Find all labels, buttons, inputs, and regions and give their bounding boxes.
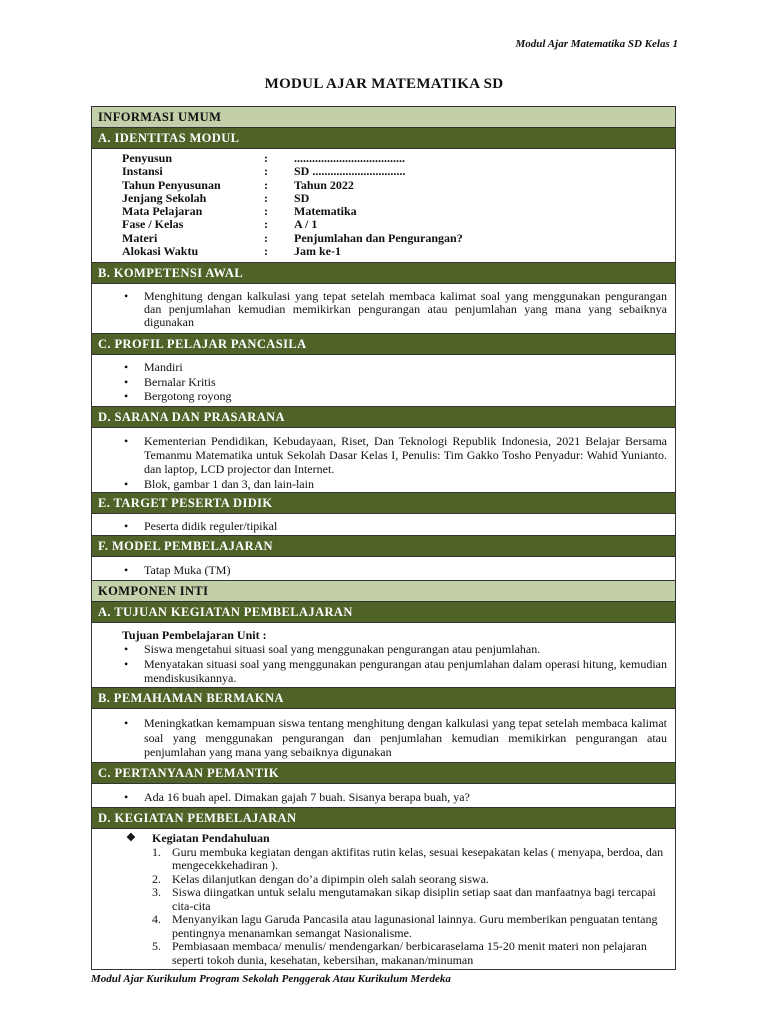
section-komponen-inti: KOMPONEN INTI: [92, 580, 675, 601]
bullet-icon: •: [124, 519, 129, 534]
list-item: • Meningkatkan kemampuan siswa tentang menghitung dengan kalkulasi yang tepat setelah membaca kalimat soal yang menggunakan pengurangan dan penjumlahan kemudian memikirkan pengurangan atau penjumlahan yang mana yang sebaiknya digunakan: [124, 716, 667, 759]
heading-sarana-prasarana: D. SARANA DAN PRASARANA: [92, 406, 675, 427]
module-table: [91, 106, 676, 970]
page-title: MODUL AJAR MATEMATIKA SD: [264, 76, 504, 92]
list-item: • Menghitung dengan kalkulasi yang tepat setelah membaca kalimat soal yang menggunakan pengurangan dan penjumlahan kemudian memikirkan pengurangan atau penjumlahan yang mana yang sebaiknya digunakan: [124, 289, 667, 330]
kegiatan-steps: [100, 846, 667, 968]
identitas-row: Fase / Kelas : A / 1: [122, 217, 318, 232]
pertanyaan-cell: [92, 783, 675, 807]
kegiatan-pendahuluan-heading: ❖ Kegiatan Pendahuluan: [126, 831, 270, 846]
list-item: • Bernalar Kritis: [124, 374, 216, 389]
identitas-row: Penyusun : .....................................: [122, 151, 405, 165]
list-item: • Menyatakan situasi soal yang menggunakan pengurangan atau penjumlahan dalam operasi hitung, kemudian mendiskusikannya.: [124, 656, 667, 685]
target-list: [100, 520, 667, 533]
sarana-cell: [92, 427, 675, 492]
tujuan-subheading: Tujuan Pembelajaran Unit :: [122, 628, 267, 643]
heading-pertanyaan-pemantik: C. PERTANYAAN PEMANTIK: [92, 762, 675, 783]
list-item: 1. Guru membuka kegiatan dengan aktifitas rutin kelas, sesuai kesepakatan kelas ( menyapa, berdoa, dan mengecekkehadiran ).: [152, 844, 664, 873]
heading-kegiatan-pembelajaran: D. KEGIATAN PEMBELAJARAN: [92, 807, 675, 828]
list-item: 3. Siswa diingatkan untuk selalu mengutamakan sikap disiplin setiap saat dan manfaatnya bagi tercapai cita-cita: [152, 885, 656, 913]
heading-identitas-modul: A. IDENTITAS MODUL: [92, 127, 675, 148]
section-informasi-umum: INFORMASI UMUM: [92, 107, 675, 127]
profil-list: [100, 360, 667, 404]
heading-profil-pelajar: C. PROFIL PELAJAR PANCASILA: [92, 333, 675, 354]
list-item: 2. Kelas dilanjutkan dengan do’a dipimpin oleh salah seorang siswa.: [152, 871, 489, 886]
identitas-row: Mata Pelajaran : Matematika: [122, 204, 357, 219]
bullet-icon: •: [124, 433, 129, 448]
model-list: [100, 564, 667, 577]
pemahaman-cell: [92, 708, 675, 762]
list-item: • Kementerian Pendidikan, Kebudayaan, Riset, Dan Teknologi Republik Indonesia, 2021 Belajar Bersama Temanmu Matematika untuk Sekolah Dasar Kelas I, Penulis: Tim Gakko Tosho Penyadur: Wahid Yunianto. dan laptop, LCD projector dan Internet.: [124, 433, 667, 477]
list-item: 4. Menyanyikan lagu Garuda Pancasila atau lagunasional lainnya. Guru memberikan penguatan tentang pentingnya menanamkan semangat Nasionalisme.: [152, 912, 658, 940]
list-item: 5. Pembiasaan membaca/ menulis/ mendengarkan/ berbicaraselama 15-20 menit materi non pelajaran seperti tokoh dunia, kesehatan, kebersihan, makanan/minuman: [152, 939, 647, 967]
heading-tujuan-kegiatan: A. TUJUAN KEGIATAN PEMBELAJARAN: [92, 601, 675, 622]
identitas-row: Alokasi Waktu : Jam ke-1: [122, 244, 341, 259]
identitas-cell: [92, 148, 675, 262]
sarana-list: [100, 434, 667, 491]
tujuan-cell: [92, 622, 675, 687]
list-item: • Siswa mengetahui situasi soal yang menggunakan pengurangan atau penjumlahan.: [124, 642, 541, 657]
bullet-icon: •: [124, 790, 129, 805]
bullet-icon: •: [124, 476, 129, 491]
pemahaman-list: [100, 716, 667, 759]
list-item: • Ada 16 buah apel. Dimakan gajah 7 buah. Sisanya berapa buah, ya?: [124, 790, 470, 805]
bullet-icon: •: [124, 374, 129, 389]
kompetensi-awal-cell: [92, 283, 675, 333]
page-footer: Modul Ajar Kurikulum Program Sekolah Penggerak Atau Kurikulum Merdeka: [91, 973, 451, 985]
heading-target-peserta: E. TARGET PESERTA DIDIK: [92, 492, 675, 513]
identitas-row: Instansi : SD ...............................: [122, 164, 406, 179]
bullet-icon: •: [124, 389, 129, 404]
list-item: • Bergotong royong: [124, 389, 232, 404]
model-cell: [92, 556, 675, 580]
kegiatan-cell: [92, 828, 675, 969]
tujuan-list: [100, 642, 667, 685]
target-cell: [92, 513, 675, 535]
heading-kompetensi-awal: B. KOMPETENSI AWAL: [92, 262, 675, 283]
identitas-row: Tahun Penyusunan : Tahun 2022: [122, 177, 354, 192]
bullet-icon: •: [124, 656, 129, 671]
kompetensi-awal-list: [100, 290, 667, 329]
diamond-bullet-icon: ❖: [126, 832, 136, 845]
list-item: • Peserta didik reguler/tipikal: [124, 519, 278, 534]
heading-pemahaman-bermakna: B. PEMAHAMAN BERMAKNA: [92, 687, 675, 708]
pertanyaan-list: [100, 791, 667, 804]
identitas-row: Materi : Penjumlahan dan Pengurangan?: [122, 230, 463, 245]
identitas-row: Jenjang Sekolah : SD: [122, 190, 310, 205]
heading-model-pembelajaran: F. MODEL PEMBELAJARAN: [92, 535, 675, 556]
identitas-table: [122, 152, 463, 258]
list-item: • Tatap Muka (TM): [124, 563, 231, 578]
bullet-icon: •: [124, 289, 129, 304]
running-head: Modul Ajar Matematika SD Kelas 1: [515, 38, 678, 50]
profil-cell: [92, 354, 675, 406]
bullet-icon: •: [124, 563, 129, 578]
bullet-icon: •: [124, 360, 129, 375]
bullet-icon: •: [124, 642, 129, 657]
bullet-icon: •: [124, 716, 129, 731]
list-item: • Blok, gambar 1 dan 3, dan lain-lain: [124, 476, 314, 491]
list-item: • Mandiri: [124, 360, 183, 375]
